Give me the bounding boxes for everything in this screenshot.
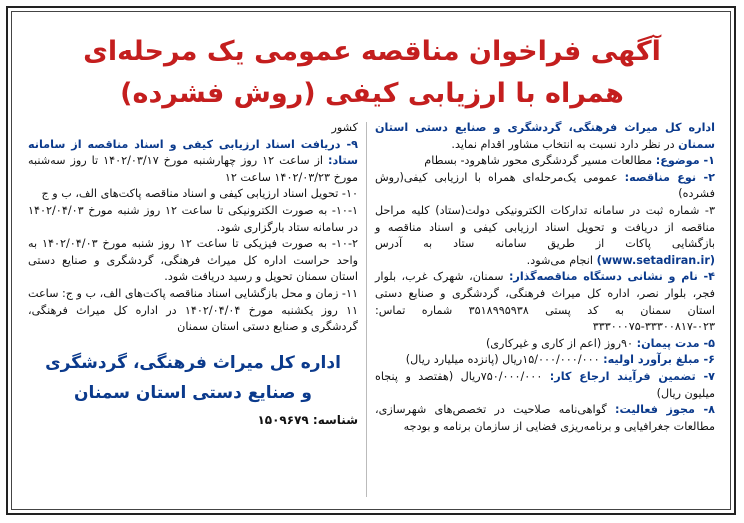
item-registration <box>375 203 715 269</box>
signature-line1: اداره کل میراث فرهنگی، گردشگری <box>45 352 341 373</box>
item-documents-receipt-label: ۹- دریافت اسناد ارزیابی کیفی و اسناد مناقصه از سامانه ستاد: <box>28 137 358 168</box>
item-opening: ۱۱- زمان و محل بازگشایی اسناد مناقصه پاکت‌های الف، ب و ج: ساعت ۱۱ روز یکشنبه مورخ ۱۴۰۲/۰۴/۰۴ در اداره کل میراث فرهنگی، گردشگری و صنایع دستی استان سمنان <box>28 286 358 334</box>
item-duration-text: ۹۰روز (اعم از کاری و غیرکاری) <box>485 336 634 350</box>
item-documents-receipt <box>28 137 358 187</box>
signature-line2: و صنایع دستی استان سمنان <box>74 382 312 403</box>
item-subject-label: ۱- موضوع: <box>655 154 715 168</box>
left-column <box>28 120 358 428</box>
intro-paragraph <box>375 120 715 153</box>
organization-name: اداره کل میراث فرهنگی، گردشگری و صنایع دستی استان سمنان <box>375 121 715 151</box>
item-guarantee <box>375 369 715 402</box>
item-estimate <box>375 352 715 369</box>
item-duration-label: ۵- مدت پیمان: <box>636 336 715 350</box>
notice-id: شناسه: ۱۵۰۹۶۷۹ <box>257 412 358 427</box>
continued-text: کشور <box>331 121 358 134</box>
intro-text: در نظر دارد نسبت به انتخاب مشاور اقدام نماید. <box>451 137 675 151</box>
item-tender-type-label: ۲- نوع مناقصه: <box>624 170 715 184</box>
item-license-label: ۸- مجوز فعالیت: <box>615 403 715 417</box>
item-physical-delivery: ۱۰-۲- به صورت فیزیکی تا ساعت ۱۲ روز شنبه مورخ ۱۴۰۲/۰۴/۰۳ به واحد حراست اداره کل میراث فرهنگی، گردشگری و صنایع دستی استان سمنان تحویل و رسید دریافت شود. <box>28 237 358 284</box>
item-license <box>375 402 715 435</box>
item-tender-type-text: عمومی یک‌مرحله‌ای همراه با ارزیابی کیفی(روش فشرده) <box>375 170 715 201</box>
column-divider <box>366 122 367 497</box>
setad-url-link[interactable]: (www.setadiran.ir) <box>596 253 715 267</box>
right-column <box>375 120 715 435</box>
item-address <box>375 269 715 335</box>
notice-title-line2: همراه با ارزیابی کیفی (روش فشرده) <box>120 78 624 109</box>
item-electronic-delivery: ۱۰-۱- به صورت الکترونیکی تا ساعت ۱۲ روز شنبه مورخ ۱۴۰۲/۰۴/۰۳ در سامانه ستاد بارگزاری شود. <box>28 203 358 234</box>
item-guarantee-label: ۷- تضمین فرآیند ارجاع کار: <box>549 369 715 383</box>
item-duration <box>375 336 715 353</box>
item-license-text: گواهی‌نامه صلاحیت در تخصص‌های شهرسازی، مطالعات جغرافیایی و برنامه‌ریزی فضایی از سازمان برنامه و بودجه <box>375 403 715 433</box>
item-documents-receipt-text: از ساعت ۱۲ روز چهارشنبه مورخ ۱۴۰۲/۰۳/۱۷ تا روز سه‌شنبه مورخ ۱۴۰۲/۰۳/۲۳ ساعت ۱۲ <box>28 154 358 184</box>
item-documents-delivery: ۱۰- تحویل اسناد ارزیابی کیفی و اسناد مناقصه پاکت‌های الف، ب و ج <box>41 187 358 201</box>
item-subject <box>375 153 715 170</box>
item-estimate-text: ۱۵/۰۰۰/۰۰۰/۰۰۰ریال (پانزده میلیارد ریال) <box>405 353 600 367</box>
item-tender-type <box>375 170 715 203</box>
item-estimate-label: ۶- مبلغ برآورد اولیه: <box>603 353 715 367</box>
item-guarantee-text: ۷۵۰/۰۰۰/۰۰۰ریال (هفتصد و پنجاه میلیون ریال) <box>375 369 715 400</box>
item-address-text: سمنان، شهرک غرب، بلوار فجر، بلوار نصر، اداره کل میراث فرهنگی، گردشگری و صنایع دستی استان سمنان به کد پستی ۳۵۱۸۹۹۵۹۳۸ شماره تماس: ۰۲۳-۳۳۳۰۰۸۱۷-۳۳۳۰۰۰۷۵ <box>375 270 715 334</box>
item-registration-tail: انجام می‌شود. <box>526 253 594 267</box>
item-subject-text: مطالعات مسیر گردشگری محور شاهرود- بسطام <box>424 154 653 168</box>
item-address-label: ۴- نام و نشانی دستگاه مناقصه‌گذار: <box>508 270 715 284</box>
item-registration-text: ۳- شماره ثبت در سامانه تدارکات الکترونیکی دولت(ستاد) کلیه مراحل مناقصه از دریافت و تحویل اسناد ارزیابی کیفی و اسناد مناقصه و بازگشایی پاکات از طریق سامانه ستاد به آدرس <box>375 203 715 251</box>
notice-title-line1: آگهی فراخوان مناقصه عمومی یک مرحله‌ای <box>83 36 661 67</box>
signature-block <box>28 348 358 408</box>
